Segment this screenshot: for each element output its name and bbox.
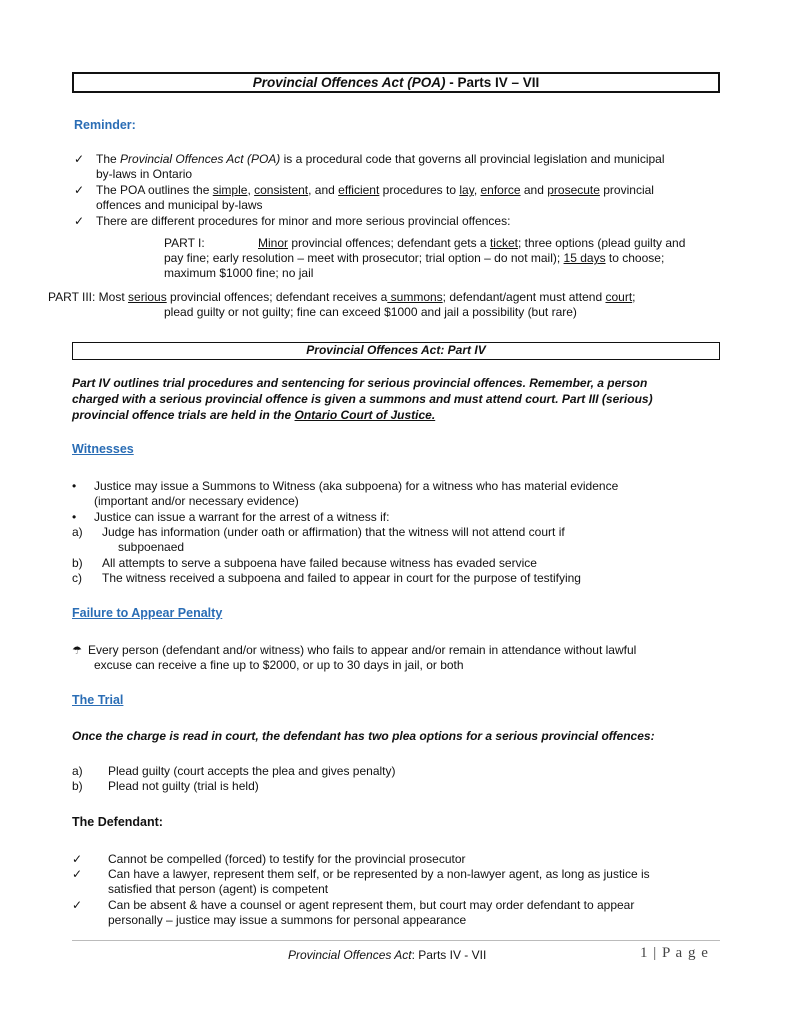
part-3-line1: PART III: Most serious provincial offences; defendant receives a summons; defendant/agent must attend court; — [48, 290, 636, 304]
witnesses-bullet-1: • Justice may issue a Summons to Witness (aka subpoena) for a witness who has material evidence — [72, 479, 619, 493]
part-1-line2: pay fine; early resolution – meet with prosecutor; trial option – do not mail); 15 days to choose; — [164, 251, 665, 265]
footer-divider — [72, 940, 720, 941]
part-1-line1: Minor provincial offences; defendant gets a ticket; three options (plead guilty and — [258, 236, 686, 250]
reminder-bullet-2-line2: offences and municipal by-laws — [96, 198, 263, 212]
witnesses-item-a: a) Judge has information (under oath or affirmation) that the witness will not attend court if — [72, 525, 565, 539]
witnesses-bullet-2: • Justice can issue a warrant for the arrest of a witness if: — [72, 510, 390, 524]
footer-title: Provincial Offences Act: Parts IV - VII — [288, 948, 487, 962]
part-4-intro-line1: Part IV outlines trial procedures and sentencing for serious provincial offences. Remember, a person — [72, 376, 648, 390]
witnesses-bullet-1-line2: (important and/or necessary evidence) — [94, 494, 299, 508]
trial-intro: Once the charge is read in court, the defendant has two plea options for a serious provincial offences: — [72, 729, 655, 743]
defendant-check-1: ✓ Cannot be compelled (forced) to testify for the provincial prosecutor — [72, 852, 466, 866]
witnesses-heading: Witnesses — [72, 442, 134, 456]
failure-heading: Failure to Appear Penalty — [72, 606, 223, 620]
bullet-icon: • — [72, 479, 77, 493]
check-icon: ✓ — [74, 183, 85, 197]
witnesses-item-c: c) The witness received a subpoena and failed to appear in court for the purpose of testifying — [72, 571, 581, 585]
defendant-check-3-line2: personally – justice may issue a summons for personal appearance — [108, 913, 467, 927]
defendant-check-3: ✓ Can be absent & have a counsel or agent represent them, but court may order defendant to appear — [72, 898, 635, 912]
trial-item-b: b) Plead not guilty (trial is held) — [72, 779, 259, 793]
bullet-icon: • — [72, 510, 77, 524]
defendant-heading: The Defendant: — [72, 815, 163, 829]
page-number: 1 | P a g e — [640, 945, 709, 961]
umbrella-icon: ☂ — [72, 645, 82, 657]
part-1-line3: maximum $1000 fine; no jail — [164, 266, 314, 280]
reminder-bullet-3: ✓ There are different procedures for minor and more serious provincial offences: — [74, 214, 511, 228]
part-3-line2: plead guilty or not guilty; fine can exceed $1000 and jail a possibility (but rare) — [164, 305, 577, 319]
witnesses-item-a-line2: subpoenaed — [118, 540, 185, 554]
part-4-intro-line3: provincial offence trials are held in the Ontario Court of Justice. — [72, 408, 436, 422]
witnesses-item-b: b) All attempts to serve a subpoena have failed because witness has evaded service — [72, 556, 537, 570]
check-icon: ✓ — [72, 852, 83, 866]
failure-line2: excuse can receive a fine up to $2000, or up to 30 days in jail, or both — [94, 658, 464, 672]
check-icon: ✓ — [72, 898, 83, 912]
reminder-bullet-1: ✓ The Provincial Offences Act (POA) is a procedural code that governs all provincial legislation and municipal — [74, 152, 665, 166]
part-4-intro-line2: charged with a serious provincial offence is given a summons and must attend court. Part III (serious) — [72, 392, 653, 406]
trial-heading: The Trial — [72, 693, 124, 707]
part-1-label: PART I: — [164, 236, 205, 250]
reminder-bullet-2: ✓ The POA outlines the simple, consistent, and efficient procedures to lay, enforce and prosecute provincial — [74, 183, 654, 197]
reminder-heading: Reminder: — [74, 118, 136, 132]
title-rest: - Parts IV – VII — [445, 75, 540, 90]
check-icon: ✓ — [72, 867, 83, 881]
reminder-bullet-1-line2: by-laws in Ontario — [96, 167, 193, 181]
check-icon: ✓ — [74, 214, 85, 228]
part-4-box: Provincial Offences Act: Part IV — [72, 342, 720, 360]
defendant-check-2-line2: satisfied that person (agent) is competent — [108, 882, 329, 896]
check-icon: ✓ — [74, 152, 85, 166]
trial-item-a: a) Plead guilty (court accepts the plea and gives penalty) — [72, 764, 396, 778]
title-italic: Provincial Offences Act (POA) — [252, 75, 446, 90]
defendant-check-2: ✓ Can have a lawyer, represent them self, or be represented by a non-lawyer agent, as long as justice is — [72, 867, 650, 881]
title-box — [72, 72, 720, 93]
failure-line1: ☂ Every person (defendant and/or witness) who fails to appear and/or remain in attendance without lawful — [72, 643, 637, 657]
